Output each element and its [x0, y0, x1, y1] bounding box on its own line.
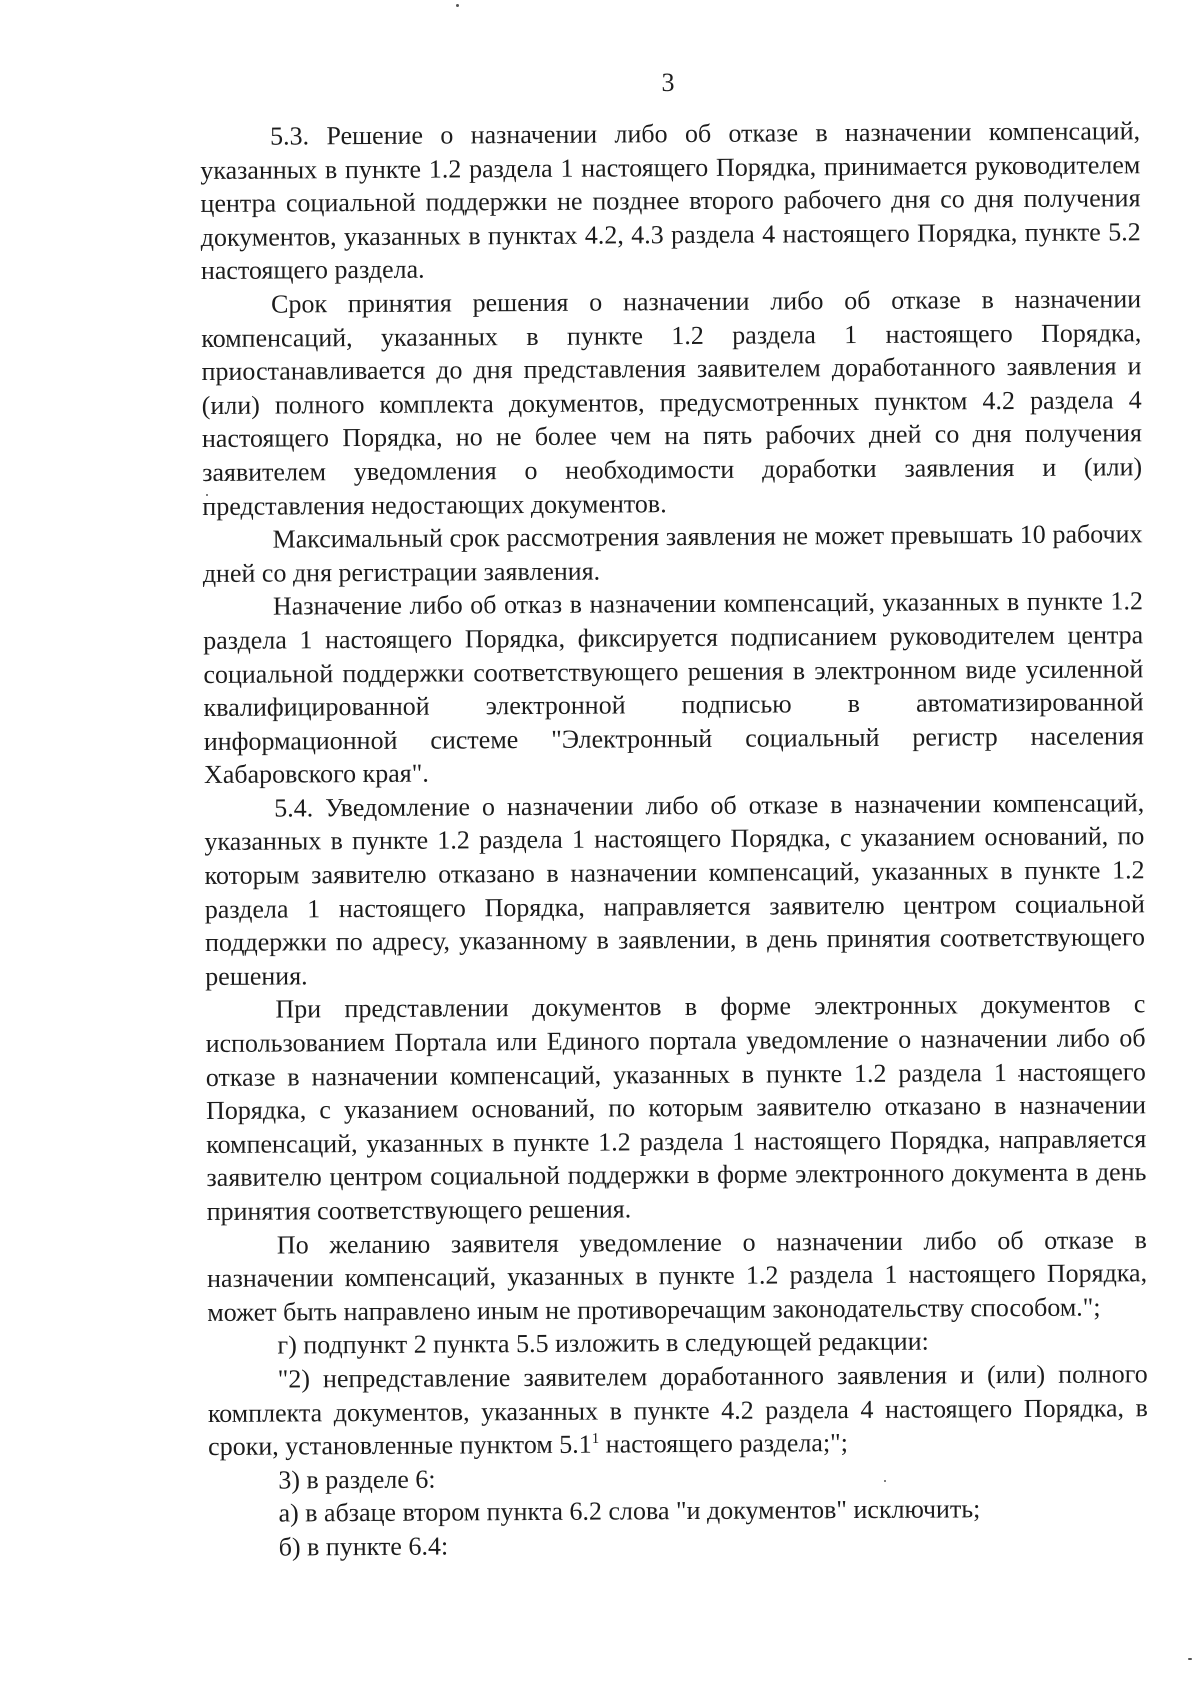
page-number: 3 [661, 68, 675, 97]
paragraph: 3) в разделе 6: [278, 1464, 436, 1495]
paragraph: 5.4. Уведомление о назначении либо об отказе в назначении компенсаций, указанных в пункте 1.2 раздела 1 настоящего Порядка, с указанием оснований, по которым заявителю отказано в назначении компенсаций, указанных в пункте 1.2 раздела 1 настоящего Порядка, направляется заявителю центром социальной поддержки по адресу, указанному в заявлении, в день принятия соответствующего решения. [204, 788, 1146, 991]
paragraph: По желанию заявителя уведомление о назначении либо об отказе в назначении компенсаций, указанных в пункте 1.2 раздела 1 настоящего Порядка, может быть направлено иным не противоречащим законодательству способом."; [206, 1224, 1148, 1327]
paragraph: Назначение либо об отказ в назначении компенсаций, указанных в пункте 1.2 раздела 1 настоящего Порядка, фиксируется подписанием руководителем центра социальной поддержки соответствующего решения в электронном виде усиленной квалифицированной электронной подписью в автоматизированной информационной системе "Электронный социальный регистр населения Хабаровского края". [203, 586, 1144, 790]
scan-speck [1188, 1658, 1192, 1660]
paragraph: а) в абзаце втором пункта 6.2 слова "и документов" исключить; [278, 1494, 981, 1528]
paragraph: Максимальный срок рассмотрения заявления не может превышать 10 рабочих дней со дня регистрации заявления. [202, 519, 1143, 588]
document-body [200, 114, 1149, 1564]
superscript: 1 [591, 1431, 600, 1448]
paragraph: При представлении документов в форме электронных документов с использованием Портала или Единого портала уведомление о назначении либо об отказе в назначении компенсаций, указанных в пункте 1.2 раздела 1 настоящего Порядка, с указанием оснований, по которым заявителю отказано в назначении компенсаций, указанных в пункте 1.2 раздела 1 настоящего Порядка, направляется заявителю центром социальной поддержки в форме электронного документа в день принятия соответствующего решения. [205, 989, 1147, 1226]
paragraph-text: "2) непредставление заявителем доработанного заявления и (или) полного комплекта документов, указанных в пункте 4.2 раздела 4 настоящего Порядка, в сроки, установленные пунктом 5.1 [207, 1359, 1148, 1462]
paragraph-text-continued: настоящего раздела;"; [599, 1428, 849, 1459]
scan-speck [456, 4, 459, 7]
paragraph: г) подпункт 2 пункта 5.5 изложить в следующей редакции: [277, 1326, 929, 1360]
paragraph: Срок принятия решения о назначении либо об отказе в назначении компенсаций, указанных в пункте 1.2 раздела 1 настоящего Порядка, приостанавливается до дня представления заявителем доработанного заявления и (или) полного комплекта документов, предусмотренных пунктом 4.2 раздела 4 настоящего Порядка, но не более чем на пять рабочих дней со дня получения заявителем уведомления о необходимости доработки заявления и (или) представления недостающих документов. [201, 284, 1143, 521]
paragraph: б) в пункте 6.4: [278, 1531, 449, 1562]
paragraph: 5.3. Решение о назначении либо об отказе в назначении компенсаций, указанных в пункте 1.2 раздела 1 настоящего Порядка, принимается руководителем центра социальной поддержки не позднее второго рабочего дня со дня получения документов, указанных в пунктах 4.2, 4.3 раздела 4 настоящего Порядка, пункте 5.2 настоящего раздела. [200, 116, 1141, 286]
paragraph [208, 1357, 1149, 1464]
